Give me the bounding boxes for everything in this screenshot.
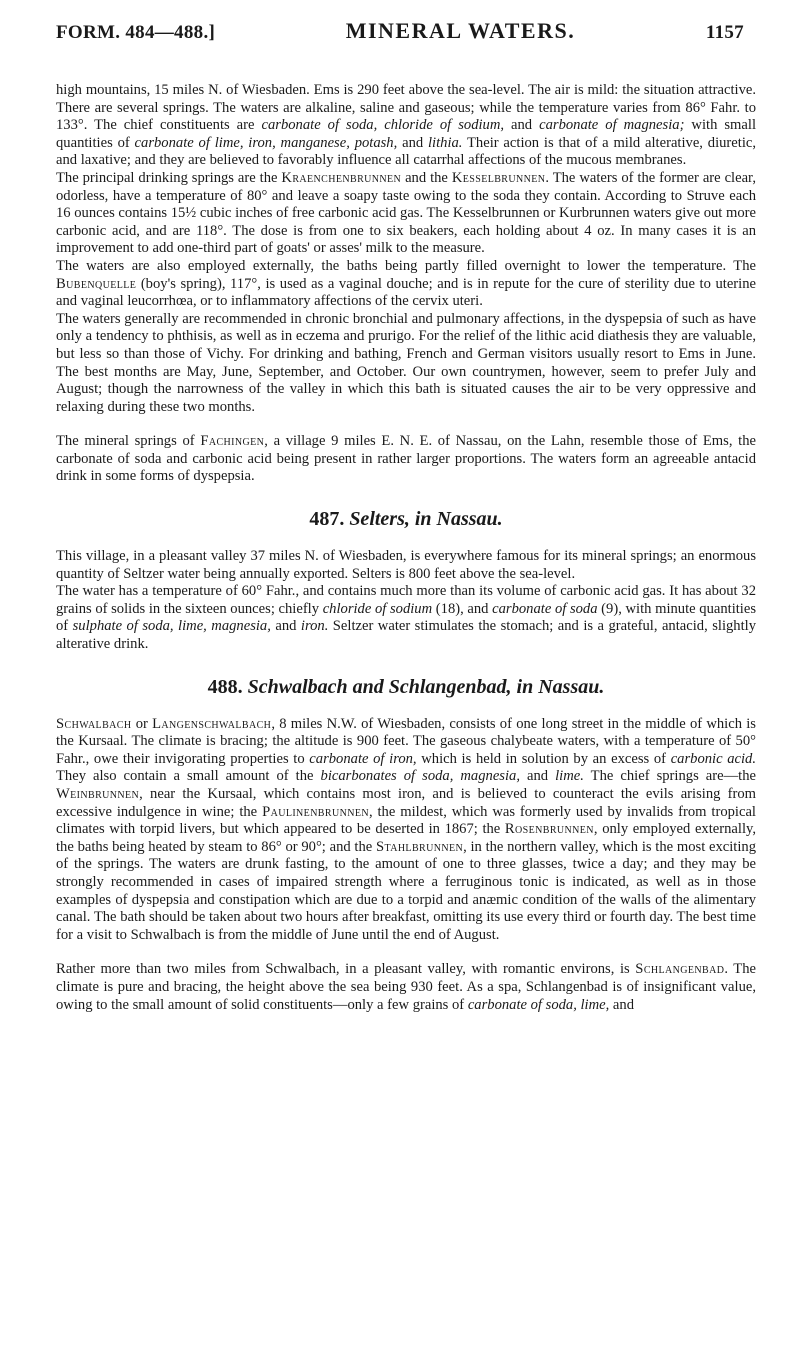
paragraph-fachingen: The mineral springs of Fachingen, a village 9 miles E. N. E. of Nassau, on the Lahn, resemble those of Ems, the carbonate of soda and carbonic acid being present in rather larger proportions. The waters form an agreeable antacid drink in some forms of dyspepsia.	[56, 433, 756, 485]
paragraph-schwalbach: Schwalbach or Langenschwalbach, 8 miles N.W. of Wiesbaden, consists of one long street in the middle of which is the Kursaal. The climate is bracing; the altitude is 900 feet. The gaseous chalybeate waters, with a temperature of 50° Fahr., owe their invigorating properties to carbonate of iron, which is held in solution by an excess of carbonic acid. They also contain a small amount of the bicarbonates of soda, magnesia, and lime. The chief springs are—the Weinbrunnen, near the Kursaal, which contains most iron, and is believed to counteract the evils arising from excessive indulgence in wine; the Paulinenbrunnen, the mildest, which was formerly used by invalids from tropical climates with torpid livers, but which appeared to be deserted in 1867; the Rosenbrunnen, only employed externally, the baths being heated by steam to 86° or 90°; and the Stahlbrunnen, in the northern valley, which is the most exciting of the springs. The waters are drunk fasting, to the amount of one to three glasses, twice a day; and they may be strongly recommended in cases of impaired strength where a ferruginous tonic is indicated, as well as in those examples of dyspepsia and constipation which are due to a torpid and anæmic condition of the walls of the alimentary canal. The bath should be taken about two hours after breakfast, omitting its use every third or fourth day. The best time for a visit to Schwalbach is from the middle of June until the end of August.	[56, 715, 757, 943]
page-body	[56, 82, 756, 1014]
running-header	[56, 18, 744, 66]
paragraph-ems-overview: high mountains, 15 miles N. of Wiesbaden. Ems is 290 feet above the sea-level. The air is mild: the situation attractive. There are several springs. The waters are alkaline, saline and gaseous; while the temperature varies from 86° Fahr. to 133°. The chief constituents are carbonate of soda, chloride of sodium, and carbonate of magnesia; with small quantities of carbonate of lime, iron, manganese, potash, and lithia. Their action is that of a mild alterative, diuretic, and laxative; and they are believed to favorably influence all catarrhal affections of the mucous membranes.	[56, 82, 756, 169]
paragraph-selters-water: The water has a temperature of 60° Fahr., and contains much more than its volume of carbonic acid gas. It has about 32 grains of solids in the sixteen ounces; chiefly chloride of sodium (18), and carbonate of soda (9), with minute quantities of sulphate of soda, lime, magnesia, and iron. Seltzer water stimulates the stomach; and is a grateful, antacid, slightly alterative drink.	[56, 583, 757, 653]
paragraph-ems-springs: The principal drinking springs are the Kraenchenbrunnen and the Kesselbrunnen. The waters of the former are clear, odorless, have a temperature of 80° and leave a soapy taste owing to the soda they contain. According to Struve each 16 ounces contains 15½ cubic inches of free carbonic acid gas. The Kesselbrunnen or Kurbrunnen waters give out more carbonic acid, and are 118°. The dose is from one to six beakers, each holding about 4 oz. In many cases it is an improvement to add one-third part of goats' or asses' milk to the measure.	[56, 169, 757, 257]
section-heading-487: 487. Selters, in Nassau.	[309, 508, 503, 531]
header-form-range: FORM. 484—488.]	[56, 22, 216, 43]
paragraph-ems-external: The waters are also employed externally, the baths being partly filled overnight to lower the temperature. The Bubenquelle (boy's spring), 117°, is used as a vaginal douche; and is in repute for the cure of sterility due to uterine and vaginal leucorrhœa, or to inflammatory affections of the cervix uteri.	[56, 257, 756, 310]
paragraph-ems-indications: The waters generally are recommended in chronic bronchial and pulmonary affections, in the dyspepsia of such as have only a tendency to phthisis, as well as in eczema and prurigo. For the relief of the lithic acid diathesis they are valuable, but less so than those of Vichy. For drinking and bathing, French and German visitors usually resort to Ems in June. The best months are May, June, September, and October. Our own countrymen, however, seem to prefer July and August; though the narrowness of the valley in which this bath is situated causes the air to be very oppressive and relaxing during these two months.	[56, 310, 756, 415]
section-heading-488: 488. Schwalbach and Schlangenbad, in Nassau.	[207, 675, 605, 698]
header-title: MINERAL WATERS.	[345, 18, 576, 43]
paragraph-selters-intro: This village, in a pleasant valley 37 miles N. of Wiesbaden, is everywhere famous for its mineral springs; an enormous quantity of Seltzer water being annually exported. Selters is 800 feet above the sea-level.	[56, 548, 756, 582]
paragraph-schlangenbad: Rather more than two miles from Schwalbach, in a pleasant valley, with romantic environs, is Schlangenbad. The climate is pure and bracing, the height above the sea being 930 feet. As a spa, Schlangenbad is of insignificant value, owing to the small amount of solid constituents—only a few grains of carbonate of soda, lime, and	[56, 961, 756, 1013]
page-number: 1157	[705, 22, 744, 43]
